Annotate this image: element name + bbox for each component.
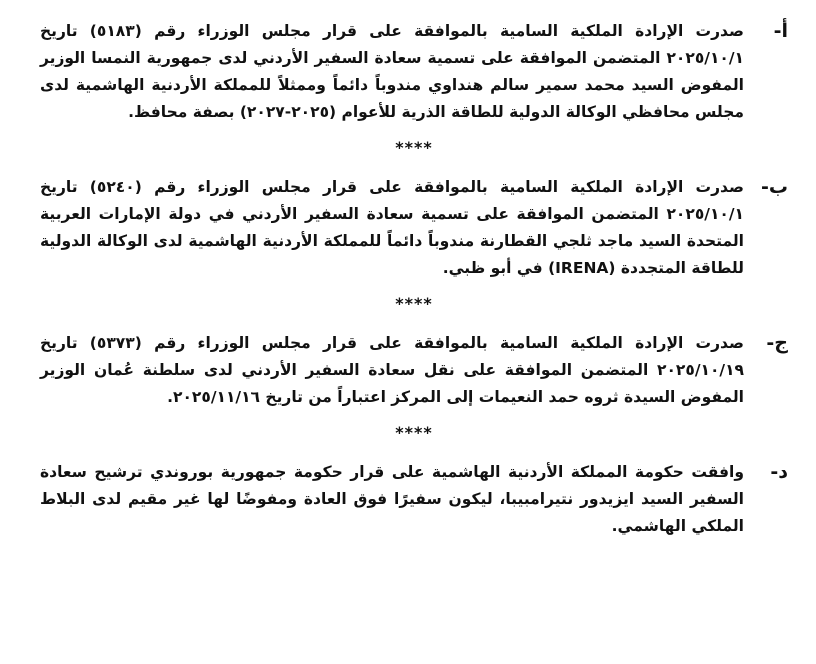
decision-item-d (40, 459, 788, 540)
item-text: صدرت الإرادة الملكية السامية بالموافقة على قرار مجلس الوزراء رقم (٥١٨٣) تاريخ ٢٠٢٥/١٠/١ المتضمن الموافقة على تسمية سعادة السفير الأردني لدى جمهورية النمسا الوزير المفوض السيد محمد سمير سالم هنداوي مندوباً دائماً وممثلاً للمملكة الأردنية الهاشمية لدى مجلس محافظي الوكالة الدولية للطاقة الذرية للأعوام (٢٠٢٥-٢٠٢٧) بصفة محافظ. (40, 22, 744, 121)
separator: **** (395, 423, 433, 442)
decision-item-c (40, 330, 788, 411)
decision-item-b (40, 174, 788, 282)
decision-item-a (40, 18, 788, 126)
item-text: وافقت حكومة المملكة الأردنية الهاشمية على قرار حكومة جمهورية بوروندي ترشيح سعادة السفير السيد ايزيدور نتيرامبيبا، ليكون سفيرًا فوق العادة ومفوضًا لها غير مقيم لدى البلاط الملكي الهاشمي. (40, 463, 744, 535)
item-letter: أ- (773, 20, 788, 42)
item-text: صدرت الإرادة الملكية السامية بالموافقة على قرار مجلس الوزراء رقم (٥٣٧٣) تاريخ ٢٠٢٥/١٠/١٩ المتضمن الموافقة على نقل سعادة السفير الأردني لدى سلطنة عُمان الوزير المفوض السيدة ثروه حمد النعيمات إلى المركز اعتباراً من تاريخ ٢٠٢٥/١١/١٦. (40, 334, 744, 406)
item-letter: ب- (761, 176, 788, 198)
separator: **** (395, 294, 433, 313)
separator: **** (395, 138, 433, 157)
item-text: صدرت الإرادة الملكية السامية بالموافقة على قرار مجلس الوزراء رقم (٥٢٤٠) تاريخ ٢٠٢٥/١٠/١ المتضمن الموافقة على تسمية سعادة السفير الأردني في دولة الإمارات العربية المتحدة السيد ماجد ثلجي القطارنة مندوباً دائماً للمملكة الأردنية الهاشمية لدى الوكالة الدولية للطاقة المتجددة (IRENA) في أبو ظبي. (40, 178, 744, 277)
item-letter: ج- (766, 332, 788, 354)
item-letter: د- (770, 461, 788, 483)
